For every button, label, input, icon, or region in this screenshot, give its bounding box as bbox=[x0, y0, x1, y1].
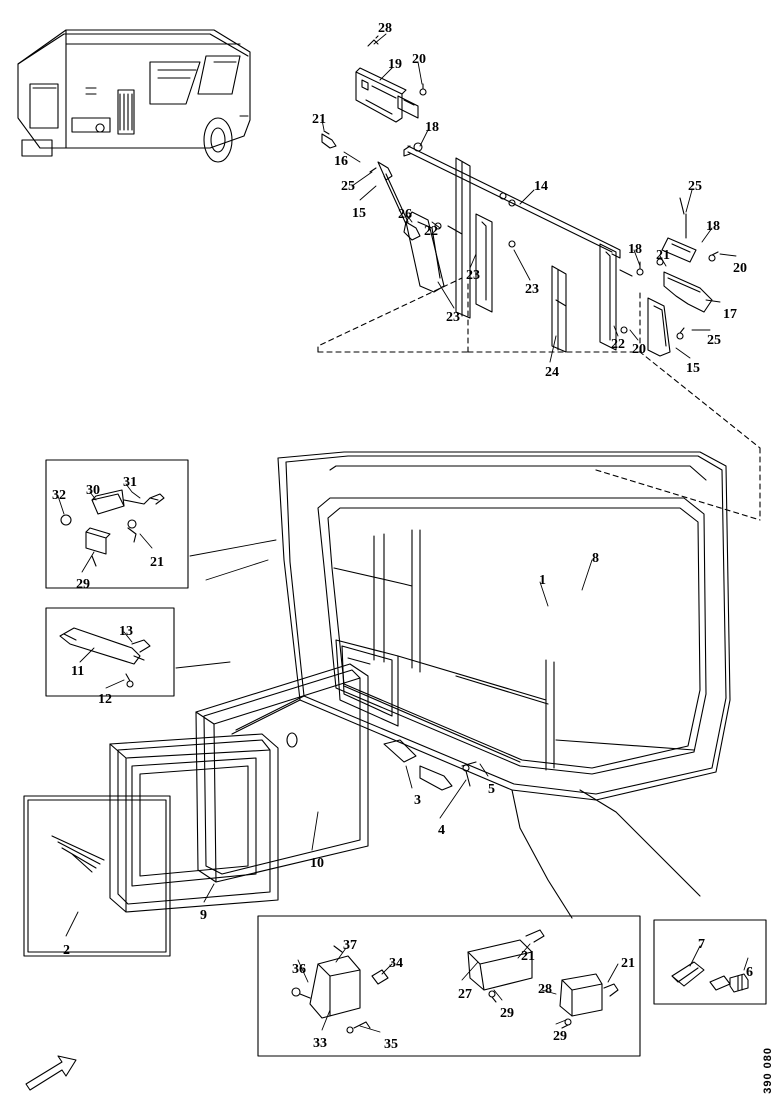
callout-31: 31 bbox=[123, 475, 137, 490]
vehicle-thumbnail bbox=[18, 30, 250, 162]
callout-9: 9 bbox=[200, 908, 207, 923]
callout-29-c: 29 bbox=[553, 1029, 567, 1044]
callout-5: 5 bbox=[488, 782, 495, 797]
callout-15-b: 15 bbox=[686, 361, 700, 376]
callout-26: 26 bbox=[398, 207, 412, 222]
callout-29-a: 29 bbox=[76, 577, 90, 592]
callout-24: 24 bbox=[545, 365, 559, 380]
callout-25-a: 25 bbox=[341, 179, 355, 194]
callout-1: 1 bbox=[539, 573, 546, 588]
callout-18-b: 18 bbox=[628, 242, 642, 257]
figure-code: 390 080 bbox=[762, 1047, 774, 1094]
callout-37: 37 bbox=[343, 938, 357, 953]
callout-28-b: 28 bbox=[538, 982, 552, 997]
callout-4: 4 bbox=[438, 823, 445, 838]
callout-17: 17 bbox=[723, 307, 737, 322]
callout-33: 33 bbox=[313, 1036, 327, 1051]
orientation-arrow bbox=[26, 1056, 76, 1090]
callout-6: 6 bbox=[746, 965, 753, 980]
callout-19: 19 bbox=[388, 57, 402, 72]
inset-box-bottom bbox=[258, 916, 640, 1056]
leader-lines bbox=[58, 34, 748, 1032]
callout-21-b: 21 bbox=[656, 248, 670, 263]
callout-29-b: 29 bbox=[500, 1006, 514, 1021]
callout-20-c: 20 bbox=[733, 261, 747, 276]
callout-3: 3 bbox=[414, 793, 421, 808]
callout-21-c: 21 bbox=[150, 555, 164, 570]
callout-23-b: 23 bbox=[446, 310, 460, 325]
callout-32: 32 bbox=[52, 488, 66, 503]
callout-28: 28 bbox=[378, 21, 392, 36]
callout-18-c: 18 bbox=[706, 219, 720, 234]
callout-15-a: 15 bbox=[352, 206, 366, 221]
callout-20-a: 20 bbox=[412, 52, 426, 67]
callout-13: 13 bbox=[119, 624, 133, 639]
callout-36: 36 bbox=[292, 962, 306, 977]
callout-7: 7 bbox=[698, 937, 705, 952]
callout-25-b: 25 bbox=[688, 179, 702, 194]
callout-20-b: 20 bbox=[632, 342, 646, 357]
callout-2: 2 bbox=[63, 943, 70, 958]
callout-21-a: 21 bbox=[312, 112, 326, 127]
callout-23-a: 23 bbox=[466, 268, 480, 283]
callout-21-e: 21 bbox=[621, 956, 635, 971]
callout-8: 8 bbox=[592, 551, 599, 566]
inset-box-striker bbox=[654, 920, 766, 1004]
callout-23-c: 23 bbox=[525, 282, 539, 297]
callout-11: 11 bbox=[71, 664, 85, 679]
callout-27: 27 bbox=[458, 987, 472, 1002]
callout-18-a: 18 bbox=[425, 120, 439, 135]
upper-frame-assembly bbox=[318, 36, 760, 520]
callout-12: 12 bbox=[98, 692, 112, 707]
callout-34: 34 bbox=[389, 956, 403, 971]
callout-16: 16 bbox=[334, 154, 348, 169]
inset-box-hinge bbox=[46, 608, 174, 696]
inset-box-latch bbox=[46, 460, 188, 588]
callout-22-b: 22 bbox=[611, 337, 625, 352]
callout-25-c: 25 bbox=[707, 333, 721, 348]
lower-parts-group bbox=[24, 664, 476, 956]
callout-30: 30 bbox=[86, 483, 100, 498]
callout-35: 35 bbox=[384, 1037, 398, 1052]
callout-14: 14 bbox=[534, 179, 548, 194]
callout-22-a: 22 bbox=[424, 224, 438, 239]
callout-21-d: 21 bbox=[521, 949, 535, 964]
callout-10: 10 bbox=[310, 856, 324, 871]
main-window-frame bbox=[232, 452, 730, 918]
